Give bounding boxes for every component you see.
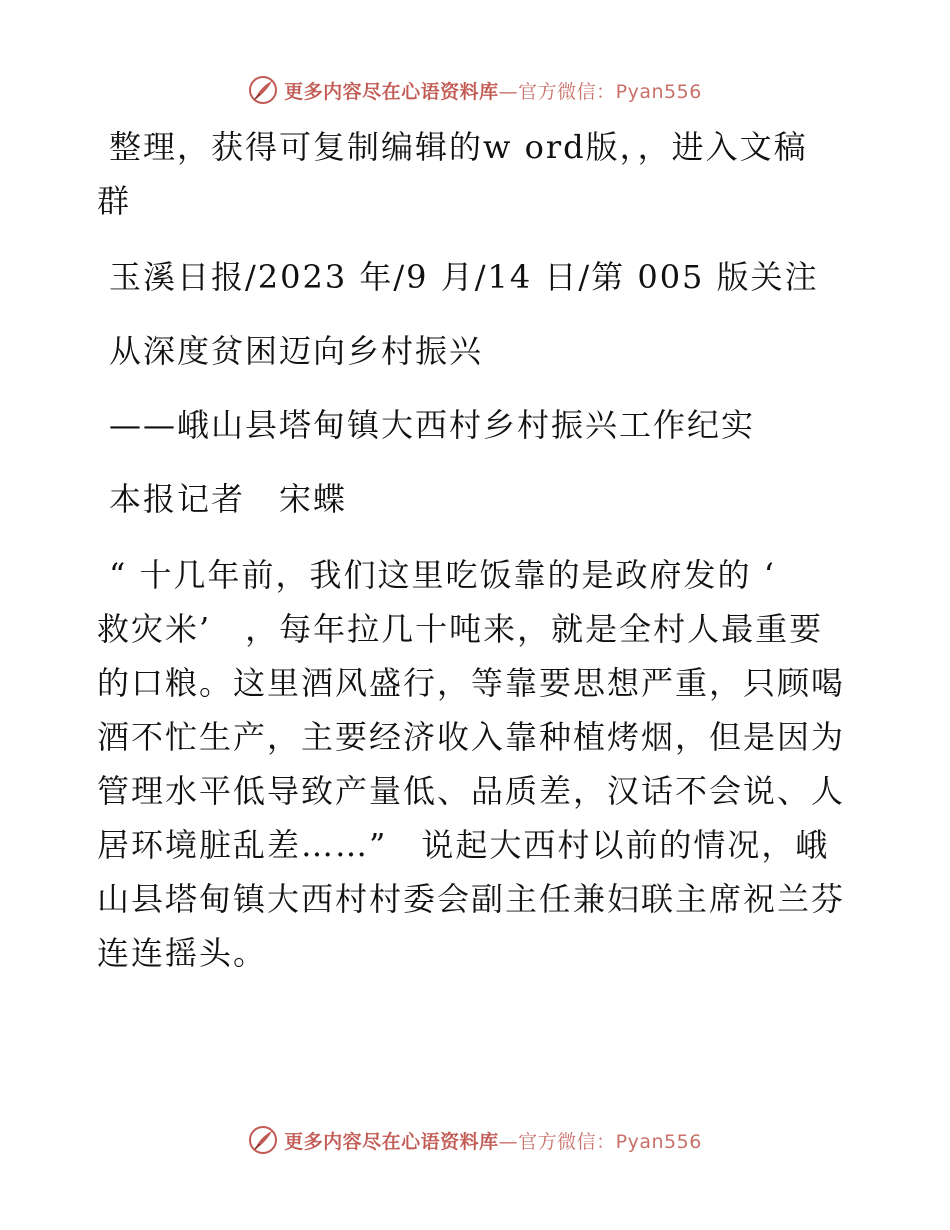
intro-line-2: 群: [97, 182, 132, 220]
intro-line-1: 整理，获得可复制编辑的w ord版，，进入文稿: [109, 128, 808, 166]
watermark-text: [284, 1127, 702, 1154]
body-line-5: 管理水平低导致产量低、品质差，汉话不会说、人: [97, 772, 846, 810]
body-line-7: 山县塔甸镇大西村村委会副主任兼妇联主席祝兰芬: [97, 880, 846, 918]
body-line-8: 连连摇头。: [97, 934, 268, 972]
watermark-dash: —: [498, 1130, 519, 1153]
body-line-1: “ 十几年前，我们这里吃饭靠的是政府发的 ‘: [109, 556, 776, 594]
subheadline: ——峨山县塔甸镇大西村乡村振兴工作纪实: [109, 406, 756, 444]
watermark-wechat-text: 官方微信：Pyan556: [518, 80, 702, 103]
body-line-4: 酒不忙生产，主要经济收入靠种植烤烟，但是因为: [97, 718, 846, 756]
feather-pen-logo-icon: [248, 75, 278, 105]
watermark-footer: [0, 1120, 950, 1160]
watermark-text: [284, 77, 702, 104]
body-line-2: 救灾米’ ，每年拉几十吨来，就是全村人最重要: [97, 610, 824, 648]
watermark-wechat-text: 官方微信：Pyan556: [518, 1130, 702, 1153]
byline: 本报记者 宋蝶: [109, 480, 348, 518]
feather-pen-logo-icon: [248, 1125, 278, 1155]
watermark-header: [0, 70, 950, 110]
document-body: [97, 120, 857, 980]
headline: 从深度贫困迈向乡村振兴: [109, 332, 484, 370]
body-paragraph: [97, 548, 857, 980]
source-line: 玉溪日报/2023 年/9 月/14 日/第 005 版关注: [109, 258, 819, 296]
watermark-main-text: 更多内容尽在心语资料库: [284, 1130, 499, 1153]
body-line-3: 的口粮。这里酒风盛行，等靠要思想严重，只顾喝: [97, 664, 846, 702]
watermark-main-text: 更多内容尽在心语资料库: [284, 80, 499, 103]
watermark-dash: —: [498, 80, 519, 103]
body-line-6: 居环境脏乱差……” 说起大西村以前的情况，峨: [97, 826, 830, 864]
